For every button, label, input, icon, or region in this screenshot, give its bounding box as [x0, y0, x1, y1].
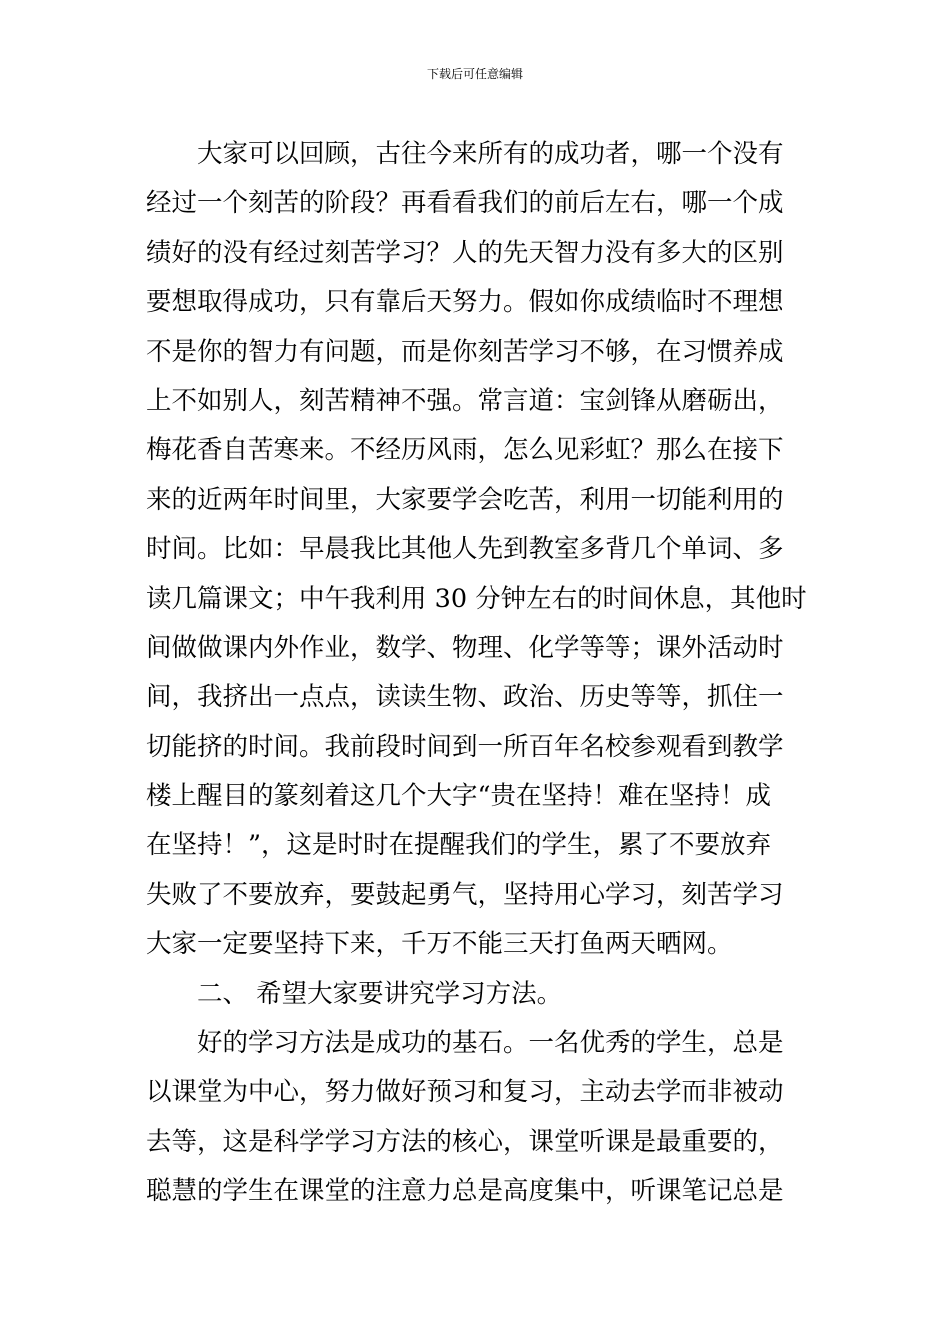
page-header: 下载后可任意编辑	[426, 67, 523, 81]
text-line: 经过一个刻苦的阶段？再看看我们的前后左右，哪一个成	[146, 188, 784, 219]
text-line: 来的近两年时间里，大家要学会吃苦，利用一切能利用的	[146, 484, 784, 515]
text-line: 二、 希望大家要讲究学习方法。	[197, 978, 563, 1009]
text-line: 梅花香自苦寒来。不经历风雨，怎么见彩虹？那么在接下	[146, 435, 784, 466]
text-line: 时间。比如：早晨我比其他人先到教室多背几个单词、多	[146, 534, 784, 565]
document-body	[146, 130, 806, 1217]
paragraph	[146, 1019, 806, 1217]
text-line: 大家可以回顾，古往今来所有的成功者，哪一个没有	[197, 139, 784, 169]
text-line: 要想取得成功，只有靠后天努力。假如你成绩临时不理想	[146, 287, 784, 318]
text-line: 聪慧的学生在课堂的注意力总是高度集中，听课笔记总是	[146, 1176, 784, 1207]
text-line: 失败了不要放弃，要鼓起勇气，坚持用心学习，刻苦学习	[146, 879, 784, 910]
section-heading	[146, 970, 806, 1019]
text-line: 不是你的智力有问题，而是你刻苦学习不够，在习惯养成	[146, 336, 784, 367]
text-line: 绩好的没有经过刻苦学习？人的先天智力没有多大的区别	[146, 237, 784, 268]
text-line: 上不如别人，刻苦精神不强。常言道：宝剑锋从磨砺出，	[146, 385, 784, 416]
paragraph	[146, 130, 806, 970]
text-line: 读几篇课文；中午我利用 30 分钟左右的时间休息，其他时	[146, 583, 807, 614]
text-line: 间做做课内外作业，数学、物理、化学等等；课外活动时	[146, 632, 784, 663]
text-line: 去等，这是科学学习方法的核心，课堂听课是最重要的，	[146, 1126, 784, 1157]
text-line: 切能挤的时间。我前段时间到一所百年名校参观看到教学	[146, 731, 784, 762]
text-line: 好的学习方法是成功的基石。一名优秀的学生，总是	[197, 1028, 784, 1059]
text-line: 在坚持！”，这是时时在提醒我们的学生，累了不要放弃	[146, 830, 772, 861]
text-line: 以课堂为中心，努力做好预习和复习，主动去学而非被动	[146, 1077, 784, 1108]
text-line: 楼上醒目的篆刻着这几个大字“贵在坚持！难在坚持！成	[146, 781, 772, 812]
text-line: 间，我挤出一点点，读读生物、政治、历史等等，抓住一	[146, 682, 784, 713]
text-line: 大家一定要坚持下来，千万不能三天打鱼两天晒网。	[146, 929, 733, 960]
